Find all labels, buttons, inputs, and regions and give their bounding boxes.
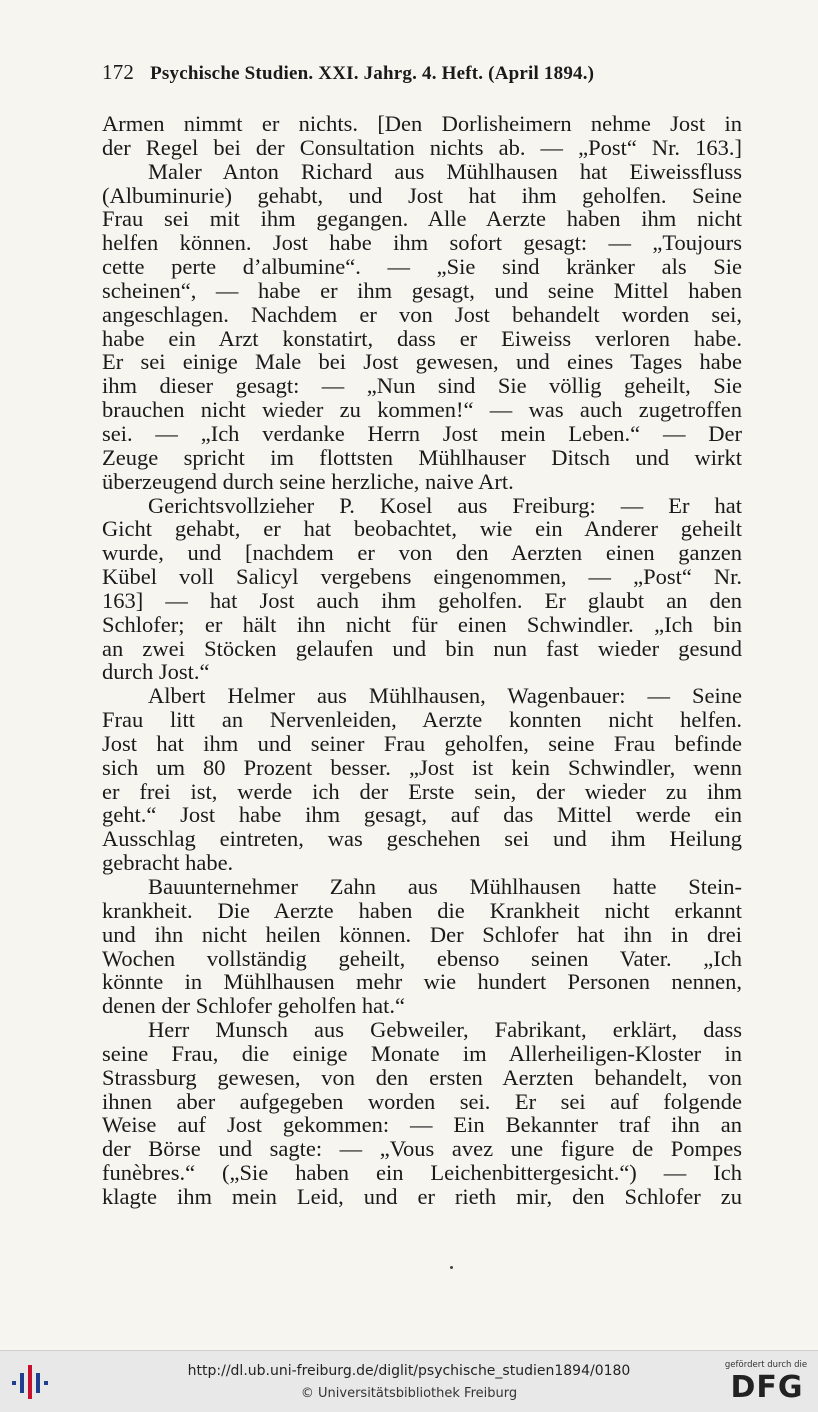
text-line: er frei ist, werde ich der Erste sein, der wieder zu ihm — [102, 778, 742, 804]
text-line: Kübel voll Salicyl vergebens eingenommen, — „Post“ Nr. — [102, 564, 742, 590]
running-title: Psychische Studien. XXI. Jahrg. 4. Heft. (April 1894.) — [150, 63, 595, 84]
text-line: brauchen nicht wieder zu kommen!“ — was auch zugetroffen — [102, 397, 742, 423]
text-line: Weise auf Jost gekommen: — Ein Bekannter traf ihn an — [102, 1112, 742, 1138]
dfg-tagline: gefördert durch die — [724, 1360, 808, 1370]
text-line: Gerichtsvollzieher P. Kosel aus Freiburg: — Er hat — [148, 492, 742, 518]
text-line: Albert Helmer aus Mühlhausen, Wagenbauer: — Seine — [148, 683, 742, 709]
text-line: gebracht habe. — [102, 850, 234, 876]
text-line: Armen nimmt er nichts. [Den Dorlisheimern nehme Jost in — [102, 111, 742, 136]
viewer-footer — [0, 1350, 818, 1412]
text-line: Maler Anton Richard aus Mühlhausen hat Eiweissfluss — [148, 158, 742, 184]
text-line: seine Frau, die einige Monate im Allerheiligen-Kloster in — [102, 1040, 742, 1066]
text-line: überzeugend durch seine herzliche, naive Art. — [102, 468, 514, 494]
text-line: an zwei Stöcken gelaufen und bin nun fast wieder gesund — [102, 635, 742, 661]
text-line: der Börse und sagte: — „Vous avez une figure de Pompes — [102, 1136, 742, 1162]
text-line: cette perte d’albumine“. — „Sie sind kränker als Sie — [102, 254, 742, 280]
permalink-url[interactable]: http://dl.ub.uni-freiburg.de/diglit/psychische_studien1894/0180 — [187, 1363, 631, 1379]
text-line: klagte ihm mein Leid, und er rieth mir, den Schlofer zu — [102, 1183, 742, 1209]
text-line: Frau sei mit ihm gegangen. Alle Aerzte haben ihm nicht — [102, 206, 742, 232]
text-line: (Albuminurie) gehabt, und Jost hat ihm geholfen. Seine — [102, 182, 742, 208]
text-line: Frau litt an Nervenleiden, Aerzte konnten nicht helfen. — [102, 707, 742, 733]
copyright-notice: © Universitätsbibliothek Freiburg — [300, 1386, 518, 1401]
page-number: 172 — [102, 60, 135, 84]
text-line: der Regel bei der Consultation nichts ab. — „Post“ Nr. 163.] — [102, 134, 742, 160]
text-line: denen der Schlofer geholfen hat.“ — [102, 993, 405, 1019]
text-line: Zeuge spricht im flottsten Mühlhauser Ditsch und wirkt — [102, 444, 742, 470]
text-line: Wochen vollständig geheilt, ebenso seinen Vater. „Ich — [102, 945, 742, 971]
text-line: habe ein Arzt konstatirt, dass er Eiweiss verloren habe. — [102, 325, 742, 351]
text-line: geht.“ Jost habe ihm gesagt, auf das Mittel werde ein — [102, 802, 742, 828]
text-line: wurde, und [nachdem er von den Aerzten einen ganzen — [102, 540, 742, 566]
text-line: Gicht gehabt, er hat beobachtet, wie ein Anderer geheilt — [102, 516, 742, 542]
text-line: Er sei einige Male bei Jost gewesen, und eines Tages habe — [102, 349, 742, 375]
text-line: sei. — „Ich verdanke Herrn Jost mein Leben.“ — Der — [102, 420, 742, 446]
text-line: Jost hat ihm und seiner Frau geholfen, seine Frau befinde — [102, 730, 742, 756]
dfg-logo: DFG — [730, 1370, 804, 1405]
text-line: scheinen“, — habe er ihm gesagt, und seine Mittel haben — [102, 277, 742, 303]
text-line: Schlofer; er hält ihn nicht für einen Schwindler. „Ich bin — [102, 611, 742, 637]
text-line: Herr Munsch aus Gebweiler, Fabrikant, erklärt, dass — [148, 1017, 742, 1043]
text-line: Bauunternehmer Zahn aus Mühlhausen hatte Stein- — [148, 874, 742, 899]
text-line: ihnen aber aufgegeben worden sei. Er sei auf folgende — [102, 1088, 742, 1114]
text-line: Strassburg gewesen, von den ersten Aerzten behandelt, von — [102, 1064, 742, 1090]
text-line: helfen können. Jost habe ihm sofort gesagt: — „Toujours — [102, 230, 742, 256]
text-line: Ausschlag eintreten, was geschehen sei und ihm Heilung — [102, 826, 742, 852]
page-speck — [450, 1266, 453, 1269]
text-line: angeschlagen. Nachdem er von Jost behandelt worden sei, — [102, 301, 742, 327]
running-header — [102, 60, 742, 85]
text-line: ihm dieser gesagt: — „Nun sind Sie völlig geheilt, Sie — [102, 373, 742, 399]
text-line: funèbres.“ („Sie haben ein Leichenbittergesicht.“) — Ich — [102, 1160, 742, 1186]
text-line: 163] — hat Jost auch ihm geholfen. Er glaubt an den — [102, 587, 742, 613]
body-text — [102, 112, 742, 1209]
text-line: sich um 80 Prozent besser. „Jost ist kein Schwindler, wenn — [102, 754, 742, 780]
text-line: durch Jost.“ — [102, 659, 210, 685]
text-line: könnte in Mühlhausen mehr wie hundert Personen nennen, — [102, 969, 742, 995]
text-line: krankheit. Die Aerzte haben die Krankheit nicht erkannt — [102, 897, 742, 923]
text-line: und ihn nicht heilen können. Der Schlofer hat ihn in drei — [102, 921, 742, 947]
